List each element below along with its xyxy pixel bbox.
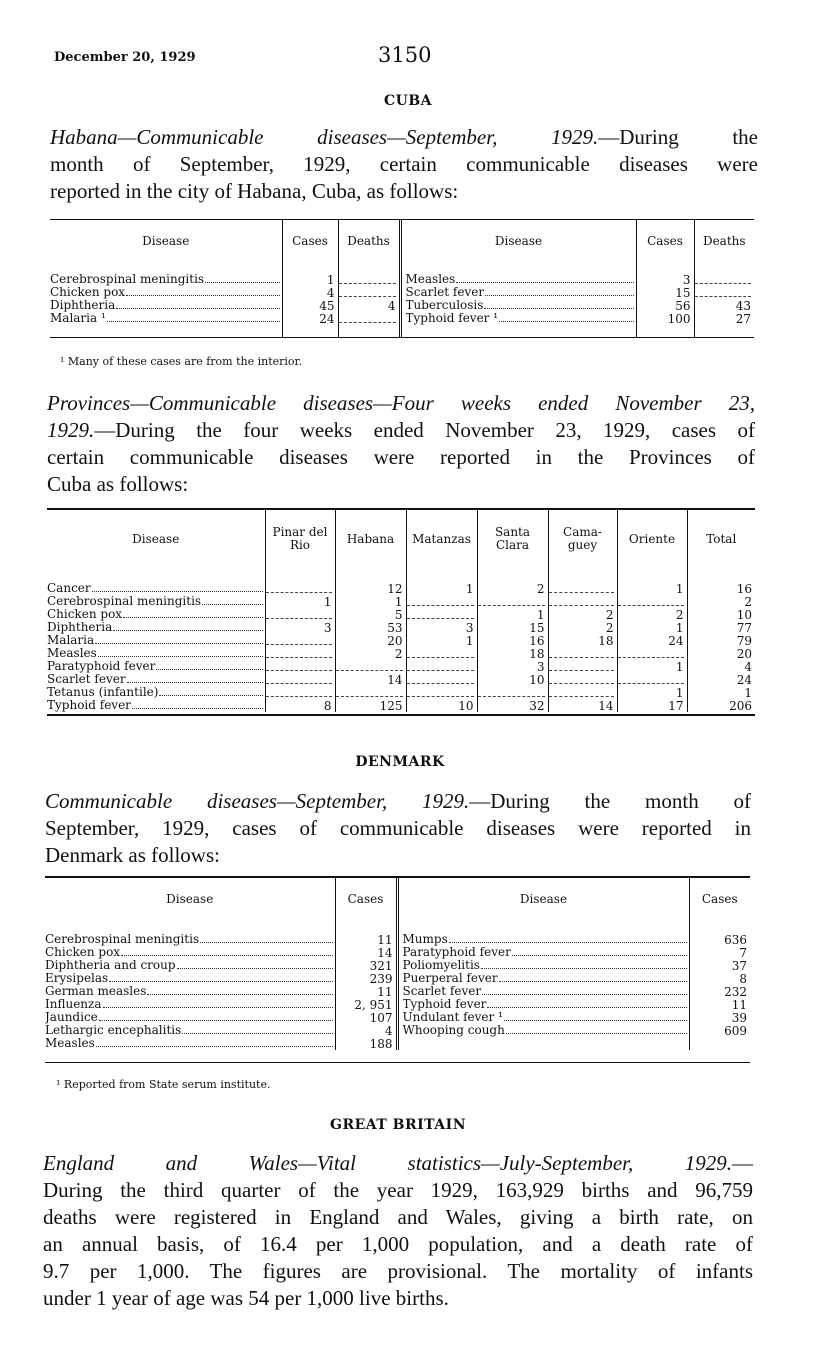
empty-dash xyxy=(266,636,332,645)
cell-value: 24 xyxy=(668,634,684,648)
empty-dash xyxy=(549,649,614,658)
cases-value: 4 xyxy=(384,1024,393,1038)
cases-value: 7 xyxy=(739,946,747,960)
dot-leader xyxy=(482,994,686,995)
disease-name: Cerebrospinal meningitis xyxy=(47,595,202,608)
cell-value: 2 xyxy=(605,608,614,622)
page-number: 3150 xyxy=(378,43,432,67)
empty-dash xyxy=(695,288,752,297)
cases-value: 37 xyxy=(731,959,747,973)
gb-para-line: an annual basis, of 16.4 per 1,000 population, and a death rate of xyxy=(43,1232,753,1256)
cell-value: 1 xyxy=(744,686,752,700)
disease-name: Malaria xyxy=(47,634,95,647)
disease-name: Typhoid fever xyxy=(402,998,487,1011)
cases-value: 232 xyxy=(724,985,747,999)
header-date: December 20, 1929 xyxy=(54,50,196,65)
habana-paragraph xyxy=(50,124,758,205)
cases-value: 56 xyxy=(675,299,691,313)
disease-name: Malaria ¹ xyxy=(50,312,106,325)
dot-leader xyxy=(107,321,280,322)
cell-value: 10 xyxy=(458,699,474,713)
cases-value: 24 xyxy=(319,312,335,326)
dot-leader xyxy=(205,282,279,283)
dot-leader xyxy=(156,669,262,670)
denmark-col-disease-2: Disease xyxy=(397,878,689,921)
habana-para-line1: —During the xyxy=(598,125,758,149)
dot-leader xyxy=(484,308,633,309)
table-row xyxy=(47,686,755,699)
disease-name: Erysipelas xyxy=(45,972,109,985)
cell-value: 20 xyxy=(387,634,403,648)
cell-value: 10 xyxy=(736,608,752,622)
disease-name: Diphtheria xyxy=(47,621,113,634)
cell-value: 8 xyxy=(323,699,332,713)
empty-dash xyxy=(618,675,684,684)
provinces-para-line3: certain communicable diseases were reported in the Provinces of xyxy=(47,445,755,469)
table-row xyxy=(47,608,755,621)
provinces-col-header: Disease xyxy=(132,531,180,546)
empty-dash xyxy=(618,597,684,606)
disease-name: Influenza xyxy=(45,998,102,1011)
dot-leader xyxy=(506,1033,687,1034)
denmark-col-cases-2: Cases xyxy=(689,878,750,921)
disease-name: Cerebrospinal meningitis xyxy=(50,273,205,286)
disease-name: Tuberculosis xyxy=(405,299,484,312)
cell-value: 14 xyxy=(387,673,403,687)
disease-name: Diphtheria and croup xyxy=(45,959,176,972)
cell-value: 1 xyxy=(465,582,474,596)
cases-value: 11 xyxy=(731,998,747,1012)
empty-dash xyxy=(336,688,403,697)
dot-leader xyxy=(485,295,633,296)
table-row xyxy=(47,699,755,712)
cell-value: 3 xyxy=(465,621,474,635)
disease-name: Puerperal fever xyxy=(402,972,498,985)
cell-value: 2 xyxy=(536,582,545,596)
dot-leader xyxy=(123,617,262,618)
habana-col-cases: Cases xyxy=(282,220,338,263)
cases-value: 8 xyxy=(739,972,747,986)
cases-value: 107 xyxy=(369,1011,393,1025)
dot-leader xyxy=(92,591,263,592)
habana-col-deaths-2: Deaths xyxy=(694,220,754,263)
disease-name: Undulant fever ¹ xyxy=(402,1011,503,1024)
table-row xyxy=(47,595,755,608)
disease-name: Tetanus (infantile) xyxy=(47,686,159,699)
section-title-cuba: CUBA xyxy=(383,93,433,109)
empty-dash xyxy=(618,649,684,658)
table-row xyxy=(45,1011,750,1024)
empty-dash xyxy=(339,275,396,284)
dot-leader xyxy=(98,656,263,657)
habana-footnote: ¹ Many of these cases are from the interior. xyxy=(60,355,303,368)
provinces-para-italic1: Provinces—Communicable diseases—Four weeks ended November 23, xyxy=(47,391,755,415)
habana-para-italic: Habana—Communicable diseases—September, 1929. xyxy=(50,125,599,149)
gb-para-italic: England and Wales—Vital statistics—July-September, 1929. xyxy=(43,1151,732,1175)
empty-dash xyxy=(478,597,545,606)
disease-name: Lethargic encephalitis xyxy=(45,1024,182,1037)
cell-value: 1 xyxy=(323,595,332,609)
empty-dash xyxy=(407,649,474,658)
table-row xyxy=(47,621,755,634)
cases-value: 14 xyxy=(377,946,393,960)
cell-value: 1 xyxy=(675,660,684,674)
empty-dash xyxy=(339,314,396,323)
cell-value: 2 xyxy=(744,595,752,609)
disease-name: Measles xyxy=(47,647,97,660)
denmark-para-italic: Communicable diseases—September, 1929. xyxy=(45,789,470,813)
dot-leader xyxy=(113,630,262,631)
empty-dash xyxy=(266,584,332,593)
table-row xyxy=(50,299,754,312)
dot-leader xyxy=(499,321,633,322)
habana-para-line2: month of September, 1929, certain communicable diseases were xyxy=(50,152,758,176)
cell-value: 12 xyxy=(387,582,403,596)
cases-value: 609 xyxy=(724,1024,747,1038)
provinces-col-header: Habana xyxy=(335,510,406,568)
table-row xyxy=(50,263,754,286)
cell-value: 79 xyxy=(736,634,752,648)
cases-value: 11 xyxy=(377,933,393,947)
dot-leader xyxy=(116,308,279,309)
provinces-col-header: Cama-guey xyxy=(548,510,617,568)
dot-leader xyxy=(504,1020,687,1021)
table-row xyxy=(47,647,755,660)
disease-name: Chicken pox xyxy=(47,608,123,621)
provinces-paragraph xyxy=(47,390,755,498)
gb-para-line: under 1 year of age was 54 per 1,000 live births. xyxy=(43,1286,449,1310)
section-title-denmark: DENMARK xyxy=(355,754,445,770)
disease-name: Jaundice xyxy=(45,1011,98,1024)
empty-dash xyxy=(266,649,332,658)
denmark-footnote: ¹ Reported from State serum institute. xyxy=(56,1078,271,1091)
empty-dash xyxy=(336,662,403,671)
deaths-value: 43 xyxy=(735,299,751,313)
table-row xyxy=(47,673,755,686)
dot-leader xyxy=(449,942,687,943)
table-row xyxy=(47,634,755,647)
disease-name: Typhoid fever ¹ xyxy=(405,312,499,325)
disease-name: Paratyphoid fever xyxy=(47,660,156,673)
dot-leader xyxy=(182,1033,332,1034)
dot-leader xyxy=(126,295,279,296)
dot-leader xyxy=(103,1007,333,1008)
cell-value: 2 xyxy=(394,647,403,661)
provinces-col-header: Total xyxy=(687,510,755,568)
disease-name: Scarlet fever xyxy=(47,673,126,686)
dot-leader xyxy=(177,968,333,969)
disease-name: Measles xyxy=(45,1037,95,1050)
provinces-col-header: Santa Clara xyxy=(477,510,548,568)
empty-dash xyxy=(407,610,474,619)
empty-dash xyxy=(407,675,474,684)
empty-dash xyxy=(549,675,614,684)
provinces-table xyxy=(47,508,755,716)
empty-dash xyxy=(407,662,474,671)
disease-name: Mumps xyxy=(402,933,448,946)
gb-para-line: During the third quarter of the year 1929, 163,929 births and 96,759 xyxy=(43,1178,753,1202)
cases-value: 11 xyxy=(377,985,393,999)
cell-value: 4 xyxy=(744,660,752,674)
disease-name: Typhoid fever xyxy=(47,699,131,712)
cell-value: 15 xyxy=(529,621,545,635)
provinces-para-italic2: 1929. xyxy=(47,418,95,442)
table-row xyxy=(45,1024,750,1037)
table-row xyxy=(50,286,754,299)
denmark-col-cases: Cases xyxy=(335,878,397,921)
cell-value: 24 xyxy=(736,673,752,687)
empty-dash xyxy=(266,675,332,684)
dot-leader xyxy=(456,282,633,283)
disease-name: Cancer xyxy=(47,582,91,595)
denmark-paragraph xyxy=(45,788,751,869)
dot-leader xyxy=(132,708,263,709)
denmark-col-disease: Disease xyxy=(166,892,214,906)
gb-para-line: 9.7 per 1,000. The figures are provisional. The mortality of infants xyxy=(43,1259,753,1283)
habana-col-cases-2: Cases xyxy=(636,220,694,263)
empty-dash xyxy=(478,688,545,697)
cases-value: 4 xyxy=(326,286,335,300)
table-row xyxy=(45,972,750,985)
disease-name: German measles xyxy=(45,985,147,998)
denmark-table xyxy=(45,876,750,1063)
table-row xyxy=(45,959,750,972)
cases-value: 15 xyxy=(675,286,691,300)
cell-value: 206 xyxy=(729,699,752,713)
empty-dash xyxy=(266,688,332,697)
great-britain-paragraph xyxy=(43,1150,753,1312)
dot-leader xyxy=(487,1007,686,1008)
cell-value: 5 xyxy=(394,608,403,622)
habana-col-disease: Disease xyxy=(142,234,190,248)
table-row xyxy=(45,921,750,946)
cell-value: 53 xyxy=(387,621,403,635)
dot-leader xyxy=(121,955,332,956)
deaths-value: 27 xyxy=(735,312,751,326)
disease-name: Chicken pox xyxy=(45,946,121,959)
cell-value: 1 xyxy=(394,595,403,609)
disease-name: Diphtheria xyxy=(50,299,116,312)
disease-name: Measles xyxy=(405,273,456,286)
disease-name: Poliomyelitis xyxy=(402,959,480,972)
table-row xyxy=(47,660,755,673)
cell-value: 18 xyxy=(529,647,545,661)
empty-dash xyxy=(407,688,474,697)
cases-value: 239 xyxy=(369,972,393,986)
cell-value: 77 xyxy=(736,621,752,635)
dot-leader xyxy=(96,1046,333,1047)
dot-leader xyxy=(200,942,332,943)
cases-value: 1 xyxy=(326,273,335,287)
cell-value: 32 xyxy=(529,699,545,713)
cell-value: 1 xyxy=(675,582,684,596)
dot-leader xyxy=(99,1020,333,1021)
provinces-para-line4: Cuba as follows: xyxy=(47,472,189,496)
cell-value: 3 xyxy=(536,660,545,674)
dot-leader xyxy=(512,955,687,956)
provinces-col-header: Pinar del Rio xyxy=(265,510,335,568)
empty-dash xyxy=(549,584,614,593)
dot-leader xyxy=(147,994,332,995)
cases-value: 100 xyxy=(667,312,691,326)
habana-para-line3: reported in the city of Habana, Cuba, as follows: xyxy=(50,179,459,203)
empty-dash xyxy=(549,662,614,671)
habana-col-deaths: Deaths xyxy=(338,220,400,263)
table-row xyxy=(50,312,754,325)
empty-dash xyxy=(549,597,614,606)
disease-name: Scarlet fever xyxy=(402,985,482,998)
dot-leader xyxy=(95,643,262,644)
dot-leader xyxy=(202,604,262,605)
cases-value: 2, 951 xyxy=(354,998,393,1012)
dot-leader xyxy=(481,968,687,969)
cell-value: 2 xyxy=(605,621,614,635)
cases-value: 45 xyxy=(319,299,335,313)
table-row xyxy=(45,1037,750,1050)
disease-name: Paratyphoid fever xyxy=(402,946,511,959)
empty-dash xyxy=(339,288,396,297)
table-row xyxy=(45,985,750,998)
provinces-col-header: Oriente xyxy=(617,510,687,568)
habana-col-disease-2: Disease xyxy=(400,220,636,263)
cell-value: 1 xyxy=(536,608,545,622)
gb-para-dash: — xyxy=(732,1151,753,1175)
habana-table xyxy=(50,219,754,338)
dot-leader xyxy=(159,695,262,696)
empty-dash xyxy=(549,688,614,697)
cell-value: 1 xyxy=(675,686,684,700)
cell-value: 2 xyxy=(675,608,684,622)
cases-value: 321 xyxy=(369,959,393,973)
cell-value: 3 xyxy=(323,621,332,635)
section-title-great-britain: GREAT BRITAIN xyxy=(329,1117,467,1133)
cell-value: 16 xyxy=(736,582,752,596)
table-row xyxy=(47,568,755,595)
cases-value: 3 xyxy=(682,273,691,287)
dot-leader xyxy=(499,981,687,982)
cell-value: 20 xyxy=(736,647,752,661)
cell-value: 14 xyxy=(598,699,614,713)
provinces-para-line2: —During the four weeks ended November 23, 1929, cases of xyxy=(94,418,755,442)
dot-leader xyxy=(109,981,332,982)
cases-value: 188 xyxy=(369,1037,393,1051)
dot-leader xyxy=(127,682,263,683)
deaths-value: 4 xyxy=(387,299,396,313)
denmark-para-line3: Denmark as follows: xyxy=(45,843,220,867)
cell-value: 1 xyxy=(675,621,684,635)
cases-value: 39 xyxy=(731,1011,747,1025)
cell-value: 10 xyxy=(529,673,545,687)
disease-name: Whooping cough xyxy=(402,1024,505,1037)
table-row xyxy=(45,946,750,959)
cell-value: 1 xyxy=(465,634,474,648)
gb-para-line: deaths were registered in England and Wales, giving a birth rate, on xyxy=(43,1205,753,1229)
cell-value: 125 xyxy=(379,699,403,713)
cell-value: 16 xyxy=(529,634,545,648)
provinces-col-header: Matanzas xyxy=(406,510,477,568)
disease-name: Cerebrospinal meningitis xyxy=(45,933,200,946)
empty-dash xyxy=(407,597,474,606)
disease-name: Scarlet fever xyxy=(405,286,485,299)
empty-dash xyxy=(266,610,332,619)
disease-name: Chicken pox xyxy=(50,286,126,299)
denmark-para-line2: September, 1929, cases of communicable diseases were reported in xyxy=(45,816,751,840)
cases-value: 636 xyxy=(724,933,747,947)
cell-value: 18 xyxy=(598,634,614,648)
empty-dash xyxy=(266,662,332,671)
empty-dash xyxy=(695,275,752,284)
denmark-para-line1: —During the month of xyxy=(469,789,751,813)
table-row xyxy=(45,998,750,1011)
cell-value: 17 xyxy=(668,699,684,713)
